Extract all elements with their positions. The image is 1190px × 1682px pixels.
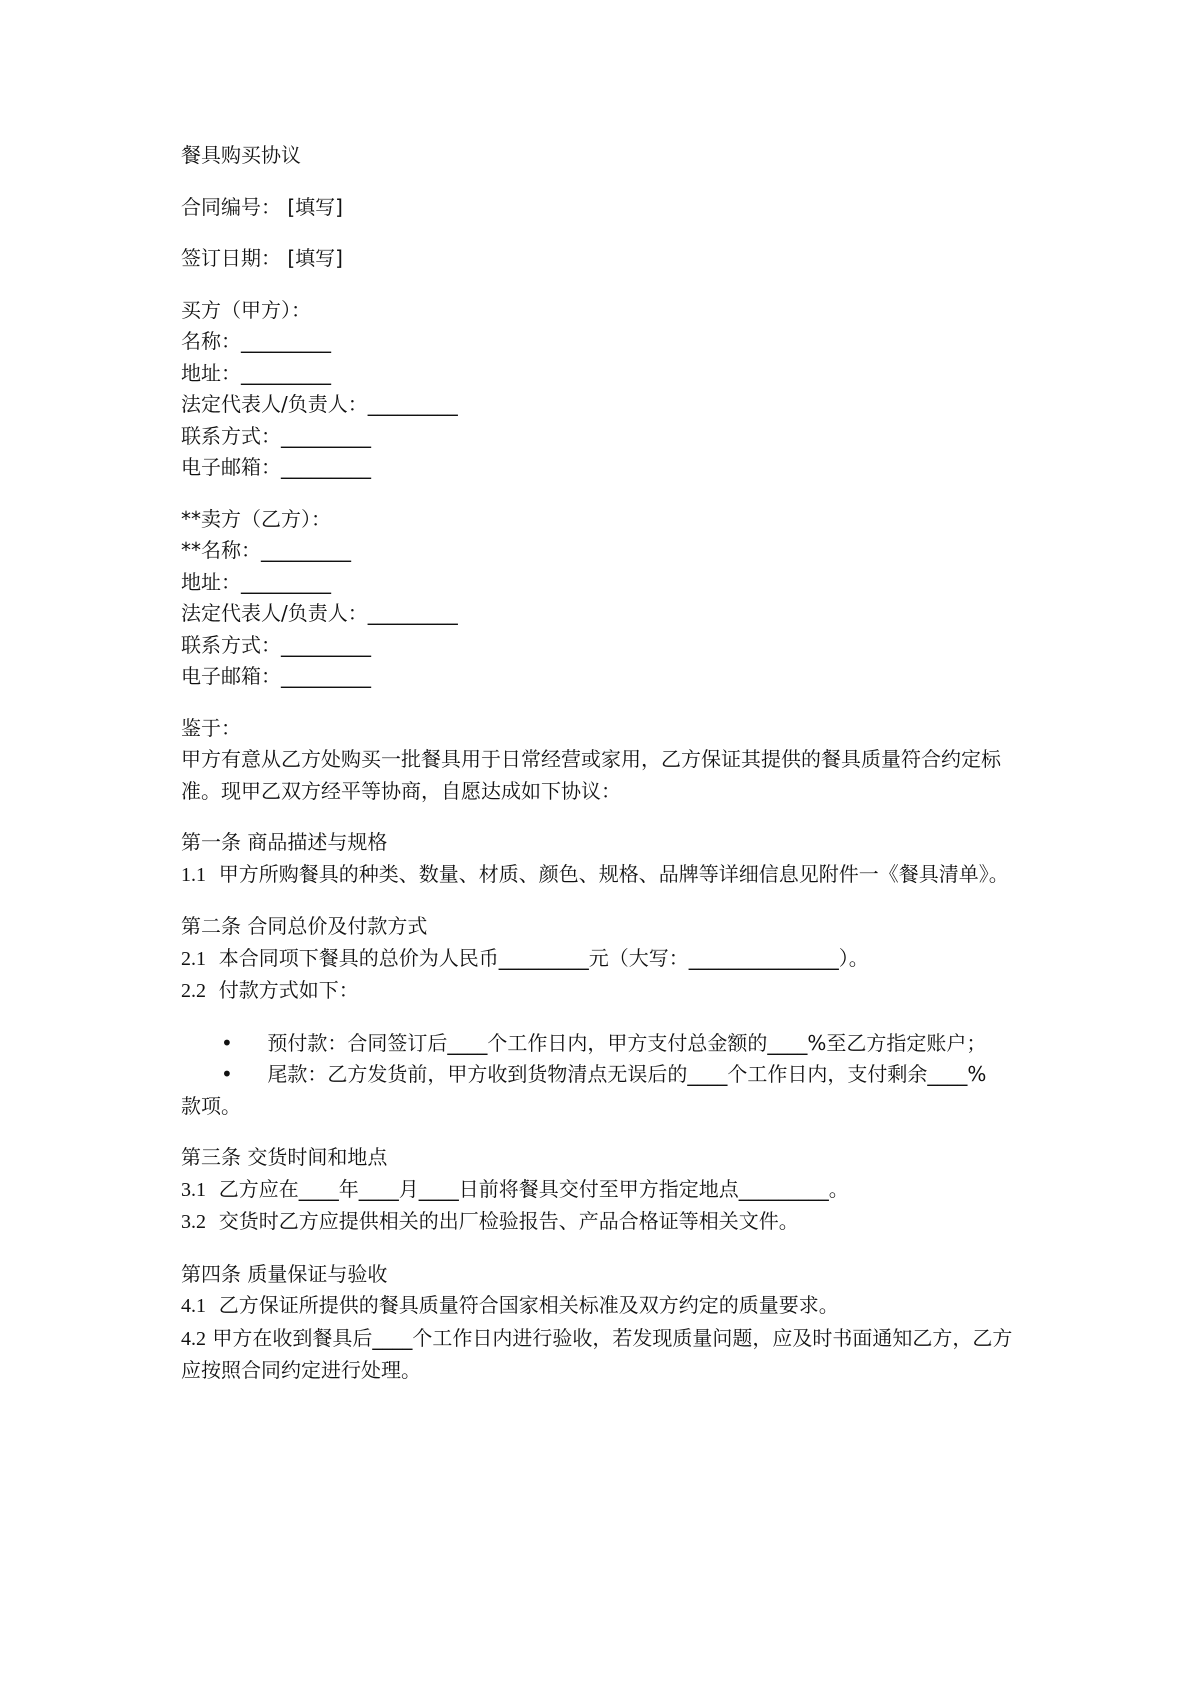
clause-number: 3.2 [181,1211,206,1233]
article-2-heading: 第二条 合同总价及付款方式 [181,914,428,938]
clause-1-1 [181,859,1021,892]
contract-number: 合同编号： [填写] [181,194,343,219]
list-item-continuation: 款项。 [181,1093,241,1118]
seller-section [181,504,1021,693]
list-item [181,1059,1021,1091]
clause-4-2 [181,1323,1021,1387]
whereas-paragraph: 甲方有意从乙方处购买一批餐具用于日常经营或家用，乙方保证其提供的餐具质量符合约定标准。现甲乙双方经平等协商，自愿达成如下协议： [181,747,1001,803]
list-item-text: 预付款：合同签订后____个工作日内，甲方支付总金额的____%至乙方指定账户； [267,1030,987,1055]
buyer-legal-rep-field: 法定代表人/负责人：_________ [181,392,458,416]
clause-number: 2.1 [181,947,206,970]
buyer-email-field: 电子邮箱：_________ [181,455,371,479]
article-3-heading: 第三条 交货时间和地点 [181,1145,388,1169]
clause-number: 4.2 [181,1327,206,1350]
seller-address-field: 地址：_________ [181,569,331,594]
clause-text: 付款方式如下： [218,978,359,1002]
seller-name-field: **名称：_________ [181,538,351,562]
buyer-section [181,295,1021,484]
buyer-address-field: 地址：_________ [181,360,331,385]
clause-text: 甲方在收到餐具后____个工作日内进行验收，若发现质量问题，应及时书面通知乙方，乙方应按照合同约定进行处理。 [181,1325,1013,1382]
article-3 [181,1142,1021,1239]
clause-3-2 [181,1206,1021,1239]
clause-text: 交货时乙方应提供相关的出厂检验报告、产品合格证等相关文件。 [218,1209,799,1233]
buyer-heading: 买方（甲方）： [181,297,311,322]
clause-number: 4.1 [181,1295,206,1317]
clause-2-1 [181,943,1021,976]
seller-email-field: 电子邮箱：_________ [181,664,371,688]
clause-2-2 [181,975,1021,1008]
clause-number: 1.1 [181,863,206,886]
clause-text: 乙方应在____年____月____日前将餐具交付至甲方指定地点_________。 [218,1176,849,1201]
article-1 [181,827,1021,891]
clause-text: 乙方保证所提供的餐具质量符合国家相关标准及双方约定的质量要求。 [218,1293,839,1317]
buyer-contact-field: 联系方式：_________ [181,423,371,448]
article-1-heading: 第一条 商品描述与规格 [181,830,388,854]
article-4 [181,1259,1021,1387]
clause-number: 2.2 [181,980,206,1002]
seller-contact-field: 联系方式：_________ [181,632,371,657]
list-item [181,1028,1021,1060]
seller-heading: **卖方（乙方）： [181,506,331,531]
clause-text: 本合同项下餐具的总价为人民币_________元（大写：_______________）。 [218,945,869,970]
list-item-text: 尾款：乙方发货前，甲方收到货物清点无误后的____个工作日内，支付剩余____% [267,1062,987,1086]
clause-number: 3.1 [181,1178,206,1201]
seller-legal-rep-field: 法定代表人/负责人：_________ [181,601,458,625]
clause-4-1 [181,1290,1021,1323]
bullet-icon: • [221,1062,233,1086]
buyer-name-field: 名称：_________ [181,329,331,353]
document-body [181,140,1021,1387]
sign-date: 签订日期： [填写] [181,246,343,270]
article-4-heading: 第四条 质量保证与验收 [181,1261,388,1286]
whereas-heading: 鉴于： [181,715,241,740]
whereas-section [181,713,1021,808]
clause-3-1 [181,1174,1021,1207]
clause-text: 甲方所购餐具的种类、数量、材质、颜色、规格、品牌等详细信息见附件一《餐具清单》。 [218,861,1009,886]
article-2 [181,911,1021,1122]
bullet-icon: • [221,1030,233,1055]
document-title: 餐具购买协议 [181,143,301,167]
